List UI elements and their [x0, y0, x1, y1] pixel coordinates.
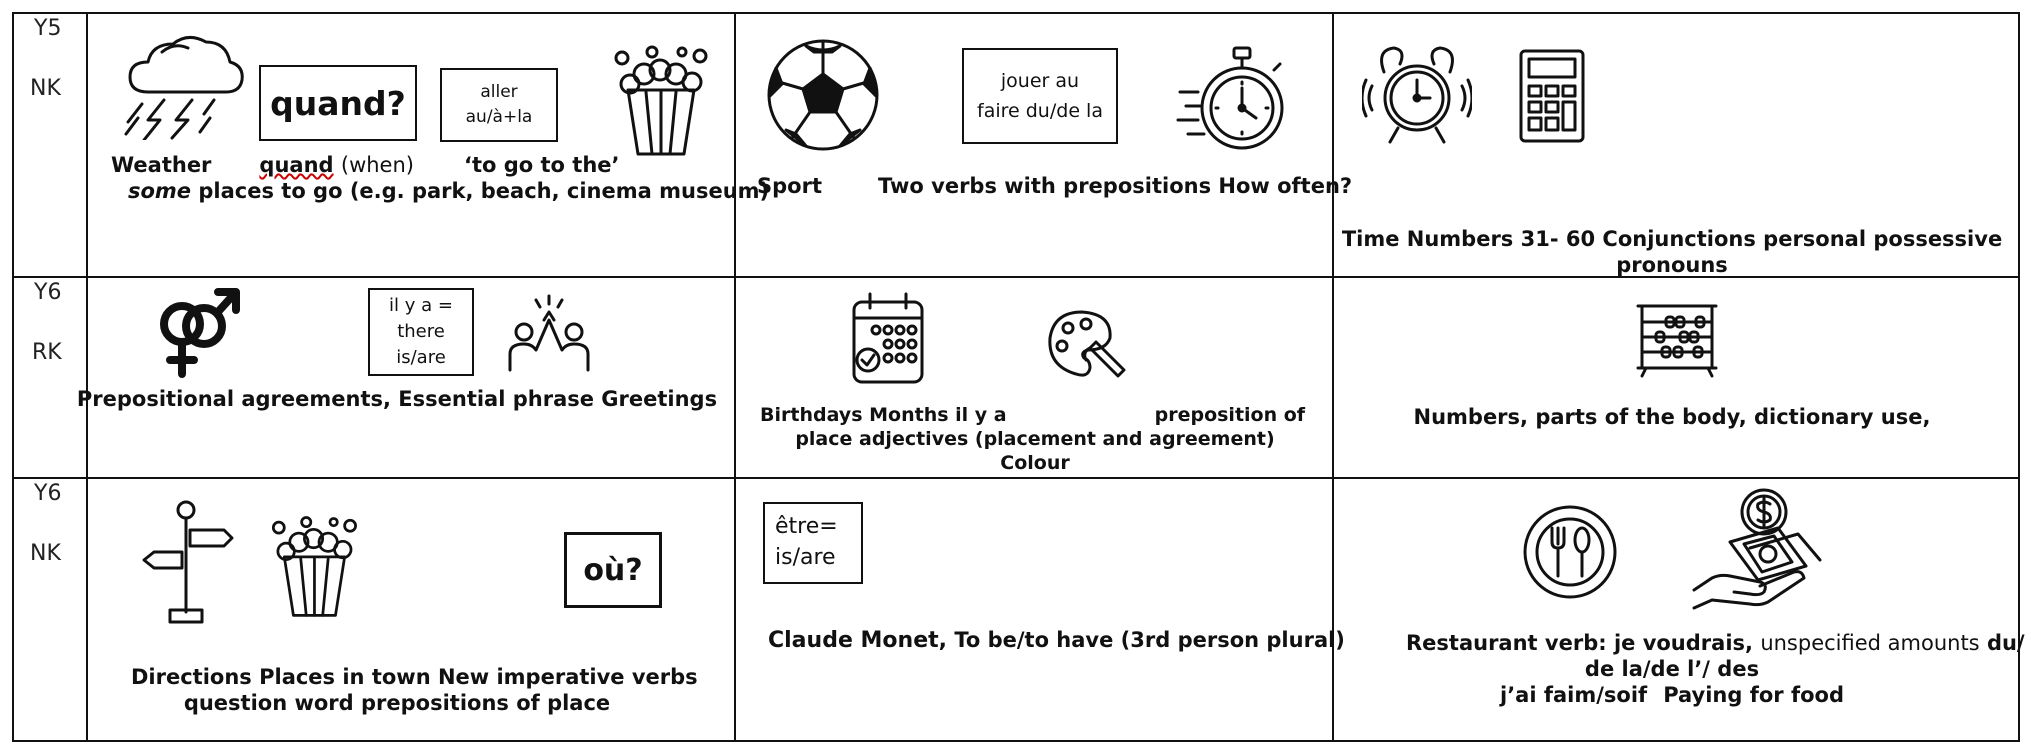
caption-text: (when) [340, 153, 414, 177]
popcorn-icon [608, 44, 713, 156]
cell-caption-line: Time Numbers 31- 60 Conjunctions personal possessive [1341, 227, 2003, 251]
cell-caption-line [757, 173, 1352, 199]
caption-text: Paying for food [1663, 683, 1844, 707]
column-divider [734, 14, 736, 740]
flashcard-text: jouer au [1000, 69, 1080, 92]
cell-caption-line: Prepositional agreements, Essential phrase Greetings [76, 387, 718, 411]
calculator-icon [1518, 48, 1586, 144]
column-divider [86, 14, 88, 740]
caption-text: Claude Monet, [768, 628, 947, 653]
row-divider [14, 477, 2018, 479]
plate-cutlery-icon [1522, 504, 1618, 600]
signpost-icon [140, 500, 234, 626]
money-hand-icon [1690, 486, 1830, 610]
flashcard-text: aller [480, 81, 518, 102]
caption-text: some [128, 179, 192, 203]
flashcard-text: is/are [396, 347, 446, 369]
row-label-teacher: NK [30, 76, 61, 101]
caption-text: Sport [757, 174, 822, 198]
abacus-icon [1636, 302, 1718, 378]
il-y-a-flashcard [368, 288, 474, 376]
caption-text: quand [259, 153, 334, 177]
cell-caption-line [111, 152, 620, 178]
soccer-ball-icon [766, 38, 880, 152]
flashcard-text: où? [583, 552, 643, 588]
cell-caption-line [128, 178, 769, 204]
cell-caption-line [760, 404, 1305, 428]
row-label-year: Y5 [34, 16, 62, 41]
row-label-teacher: NK [30, 541, 61, 566]
flashcard-text: être= [775, 514, 838, 540]
caption-text: places to go (e.g. park, beach, cinema museum) [198, 179, 770, 203]
paint-palette-icon [1046, 308, 1126, 380]
cell-caption-line: Colour [1000, 452, 1070, 474]
caption-text: j’ai faim/soif [1500, 683, 1648, 707]
gender-symbol-icon [156, 282, 242, 378]
ou-flashcard [564, 532, 662, 608]
cell-caption-line: de la/de l’/ des [1584, 657, 1760, 681]
caption-text: Birthdays Months il y a [760, 404, 1007, 426]
cell-caption-line [768, 627, 1345, 655]
flashcard-text: faire du/de la [977, 100, 1103, 122]
caption-text: je voudrais, [1613, 631, 1753, 655]
caption-text: preposition of [1154, 404, 1306, 426]
popcorn-icon [266, 514, 362, 618]
flashcard-text: there [397, 320, 445, 342]
caption-text: ‘to go to the’ [463, 153, 620, 177]
high-five-icon [506, 292, 592, 372]
flashcard-text: il y a = [389, 294, 453, 316]
cell-caption-line [1322, 682, 2022, 708]
caption-text: Two verbs with prepositions How often? [877, 174, 1353, 198]
caption-text: To be/to have (3rd person plural) [954, 628, 1345, 652]
quand-flashcard [259, 65, 417, 141]
aller-flashcard [440, 68, 558, 142]
cell-caption-line: pronouns [1616, 253, 1728, 277]
row-label-year: Y6 [34, 481, 62, 506]
cell-caption-line: question word prepositions of place [183, 691, 611, 715]
cell-caption-line: Numbers, parts of the body, dictionary use, [1413, 405, 1931, 429]
etre-flashcard [763, 502, 863, 584]
row-label-year: Y6 [34, 280, 62, 305]
caption-text: Weather [111, 153, 212, 177]
row-label-teacher: RK [32, 340, 62, 365]
flashcard-text: is/are [775, 545, 836, 570]
flashcard-text: quand? [270, 83, 406, 123]
caption-text: du/ [1986, 631, 2025, 655]
cell-caption-line: Directions Places in town New imperative verbs [131, 665, 698, 689]
storm-cloud-icon [118, 22, 248, 140]
flashcard-text: au/à+la [465, 107, 533, 127]
cell-caption-line [1406, 630, 2025, 656]
caption-text: unspecified amounts [1760, 631, 1980, 655]
stopwatch-icon [1176, 40, 1288, 155]
caption-text: Restaurant verb: [1406, 631, 1607, 655]
alarm-clock-icon [1362, 42, 1472, 146]
jouer-faire-flashcard [962, 48, 1118, 144]
calendar-icon [850, 290, 926, 386]
cell-caption-line: place adjectives (placement and agreement) [795, 428, 1275, 450]
